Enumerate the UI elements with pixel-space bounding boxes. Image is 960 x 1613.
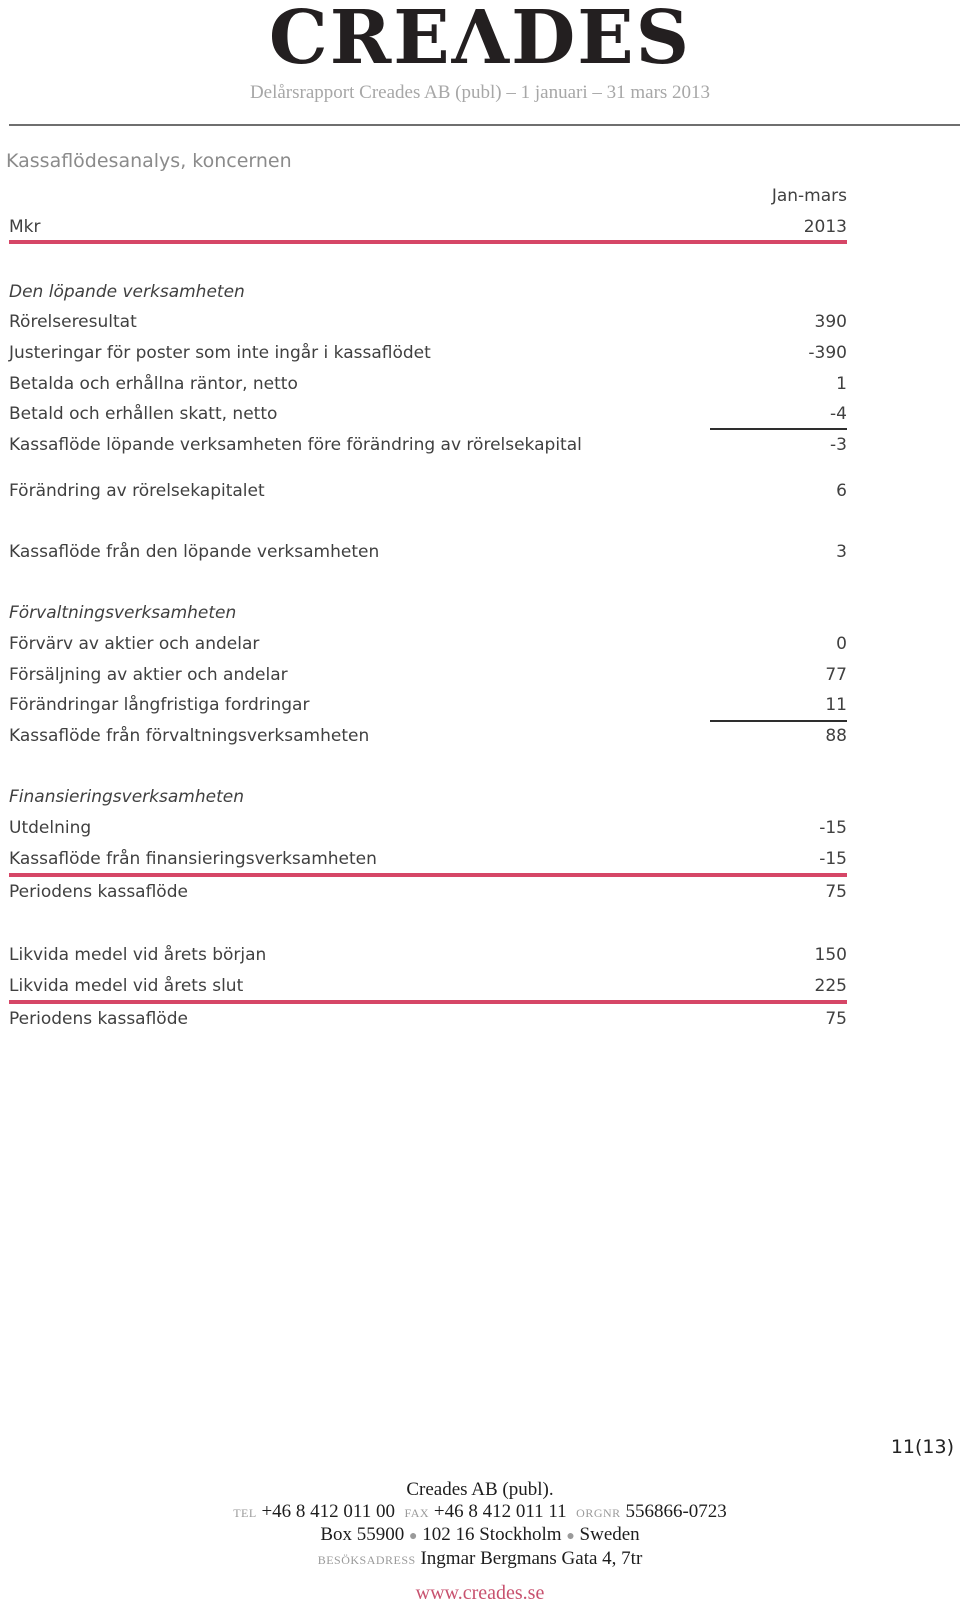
table-row bbox=[9, 432, 847, 458]
row-label: Justeringar för poster som inte ingår i kassaflödet bbox=[9, 343, 431, 363]
footer bbox=[0, 1479, 960, 1605]
row-label: Kassaflöde från finansieringsverksamheten bbox=[9, 849, 377, 869]
row-value: 88 bbox=[825, 726, 847, 746]
table-row bbox=[9, 340, 847, 366]
row-value: -390 bbox=[808, 343, 847, 363]
row-label: Rörelseresultat bbox=[9, 312, 137, 332]
row-label: Kassaflöde från den löpande verksamheten bbox=[9, 542, 380, 562]
row-label: Periodens kassaflöde bbox=[9, 882, 188, 902]
row-value: 150 bbox=[814, 945, 847, 965]
subtotal-rule bbox=[710, 720, 847, 722]
row-value: 225 bbox=[814, 976, 847, 996]
row-value: -4 bbox=[830, 404, 847, 424]
header-rule bbox=[9, 240, 847, 244]
bullet-icon: ● bbox=[409, 1529, 418, 1544]
header-divider bbox=[9, 124, 960, 126]
unit-label: Mkr bbox=[9, 217, 41, 237]
row-value: -15 bbox=[819, 818, 847, 838]
table-row bbox=[9, 973, 847, 999]
row-value: 1 bbox=[836, 374, 847, 394]
table-row bbox=[9, 942, 847, 968]
section-heading bbox=[9, 784, 847, 810]
section-heading-label: Finansieringsverksamheten bbox=[9, 787, 244, 807]
column-header: Jan-mars bbox=[771, 186, 847, 206]
visit-address: Ingmar Bergmans Gata 4, 7tr bbox=[420, 1547, 643, 1569]
table-row bbox=[9, 539, 847, 565]
total-rule bbox=[9, 873, 847, 877]
year-label: 2013 bbox=[803, 217, 847, 237]
fax-number: +46 8 412 011 11 bbox=[433, 1500, 567, 1522]
footer-company: Creades AB (publ). bbox=[406, 1479, 554, 1500]
table-row bbox=[9, 815, 847, 841]
table-row bbox=[9, 723, 847, 749]
footer-visit-line bbox=[0, 1548, 960, 1572]
row-label: Kassaflöde löpande verksamheten före förändring av rörelsekapital bbox=[9, 435, 582, 455]
table-row bbox=[9, 879, 847, 905]
row-label: Förvärv av aktier och andelar bbox=[9, 634, 260, 654]
total-rule bbox=[9, 1000, 847, 1004]
table-row bbox=[9, 631, 847, 657]
bullet-icon: ● bbox=[566, 1529, 575, 1544]
creades-logo: CREΛDES bbox=[268, 0, 692, 81]
website-link[interactable]: www.creades.se bbox=[415, 1582, 545, 1604]
row-value: 77 bbox=[825, 665, 847, 685]
fax-label: FAX bbox=[404, 1505, 430, 1520]
section-heading-label: Förvaltningsverksamheten bbox=[9, 603, 237, 623]
table-row bbox=[9, 401, 847, 427]
report-subtitle: Delårsrapport Creades AB (publ) – 1 januari – 31 mars 2013 bbox=[249, 82, 711, 103]
orgnr-value: 556866-0723 bbox=[625, 1500, 727, 1522]
footer-contact-line bbox=[0, 1501, 960, 1525]
table-row bbox=[9, 662, 847, 688]
table-row bbox=[9, 478, 847, 504]
table-row bbox=[9, 1006, 847, 1032]
row-label: Kassaflöde från förvaltningsverksamheten bbox=[9, 726, 370, 746]
table-row bbox=[9, 371, 847, 397]
row-value: 390 bbox=[814, 312, 847, 332]
row-value: 11 bbox=[825, 695, 847, 715]
page-title: Kassaflödesanalys, koncernen bbox=[6, 150, 292, 172]
row-label: Förändring av rörelsekapitalet bbox=[9, 481, 265, 501]
row-label: Likvida medel vid årets början bbox=[9, 945, 267, 965]
section-heading bbox=[9, 600, 847, 626]
row-value: -15 bbox=[819, 849, 847, 869]
tel-number[interactable]: +46 8 412 011 00 bbox=[261, 1500, 395, 1522]
footer-postal: 102 16 Stockholm bbox=[422, 1524, 562, 1545]
row-value: 75 bbox=[825, 1009, 847, 1029]
row-value: 75 bbox=[825, 882, 847, 902]
footer-box: Box 55900 bbox=[320, 1524, 405, 1545]
row-label: Betald och erhållen skatt, netto bbox=[9, 404, 278, 424]
footer-country: Sweden bbox=[579, 1524, 640, 1545]
row-value: 0 bbox=[836, 634, 847, 654]
row-label: Förändringar långfristiga fordringar bbox=[9, 695, 310, 715]
row-label: Betalda och erhållna räntor, netto bbox=[9, 374, 298, 394]
page-number: 11(13) bbox=[890, 1436, 954, 1458]
tel-label: TEL bbox=[233, 1505, 257, 1520]
row-label: Likvida medel vid årets slut bbox=[9, 976, 244, 996]
row-value: 3 bbox=[836, 542, 847, 562]
row-label: Utdelning bbox=[9, 818, 92, 838]
row-label: Försäljning av aktier och andelar bbox=[9, 665, 288, 685]
subtotal-rule bbox=[710, 428, 847, 430]
visit-label: BESÖKSADRESS bbox=[317, 1552, 416, 1567]
section-heading bbox=[9, 279, 847, 305]
table-row bbox=[9, 309, 847, 335]
row-value: -3 bbox=[830, 435, 847, 455]
unit-row bbox=[9, 214, 847, 240]
section-heading-label: Den löpande verksamheten bbox=[9, 282, 245, 302]
row-value: 6 bbox=[836, 481, 847, 501]
table-row bbox=[9, 846, 847, 872]
column-header-row bbox=[9, 183, 847, 209]
table-row bbox=[9, 692, 847, 718]
row-label: Periodens kassaflöde bbox=[9, 1009, 188, 1029]
footer-address-line bbox=[0, 1524, 960, 1548]
orgnr-label: ORGNR bbox=[576, 1505, 621, 1520]
